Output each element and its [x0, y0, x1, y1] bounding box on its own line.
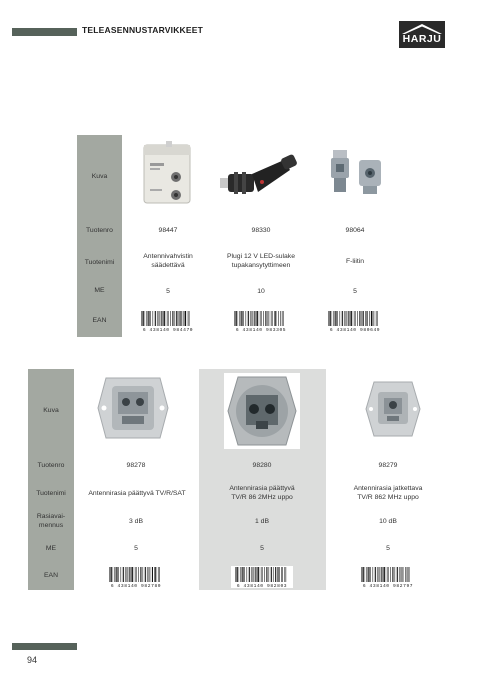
- table1-header-column: [77, 135, 122, 337]
- table2-header-column: [28, 369, 74, 590]
- product-me: 5: [134, 545, 138, 552]
- car-plug-photo: [218, 148, 302, 200]
- product-number: 98447: [158, 227, 178, 234]
- product-number: 98064: [345, 227, 365, 234]
- product-name: Antennirasia päättyvä TV/R 86 2MHz uppo: [229, 485, 295, 502]
- ean-barcode: 6 438140 980649: [324, 310, 386, 332]
- ean-barcode: 6 438140 982803: [231, 566, 293, 588]
- row-label-tuotenro: Tuotenro: [86, 227, 113, 234]
- antenna-socket-photo: [92, 372, 174, 444]
- page-number: 94: [27, 655, 38, 665]
- product-name: Antennirasia päättyvä TV/R/SAT: [88, 490, 186, 497]
- product-me: 10: [257, 288, 265, 295]
- ean-barcode: 6 438140 982797: [357, 566, 419, 588]
- row-label-ean: EAN: [92, 317, 107, 324]
- row-label-ean: EAN: [44, 572, 58, 579]
- row-label-tuotenro: Tuotenro: [37, 462, 65, 469]
- antenna-amplifier-photo: [138, 137, 198, 213]
- product-me: 5: [353, 288, 357, 295]
- row-label-kuva: Kuva: [43, 407, 59, 414]
- product-me: 5: [260, 545, 264, 552]
- harju-logo: [399, 21, 445, 48]
- product-name: F-liitin: [345, 258, 365, 265]
- product-number: 98280: [252, 462, 272, 469]
- row-label-tuotenimi: Tuotenimi: [84, 259, 115, 266]
- socket-loss: 3 dB: [129, 518, 143, 525]
- f-connector-photo: [327, 146, 387, 198]
- product-name: Plugi 12 V LED-sulake tupakansytyttimeen: [226, 253, 295, 270]
- product-number: 98330: [251, 227, 271, 234]
- top-accent-bar: [12, 28, 77, 36]
- socket-loss: 10 dB: [379, 518, 397, 525]
- row-label-me: ME: [94, 287, 105, 294]
- bottom-accent-bar: [12, 643, 77, 650]
- antenna-socket-through-photo: [362, 378, 424, 440]
- row-label-tuotenimi: Tuotenimi: [36, 490, 66, 497]
- product-me: 5: [386, 545, 390, 552]
- product-number: 98278: [126, 462, 146, 469]
- product-name: Antennirasia jatkettava TV/R 862 MHz uppo: [353, 485, 423, 502]
- product-number: 98279: [378, 462, 398, 469]
- row-label-kuva: Kuva: [91, 173, 108, 180]
- ean-barcode: 6 438140 984470: [137, 310, 199, 332]
- row-label-me: ME: [45, 545, 57, 552]
- product-me: 5: [166, 288, 170, 295]
- socket-loss: 1 dB: [255, 518, 269, 525]
- antenna-socket-flush-photo: [224, 373, 300, 449]
- logo-text: HARJU: [402, 33, 442, 45]
- ean-barcode: 6 438140 983305: [230, 310, 292, 332]
- section-title: TELEASENNUSTARVIKKEET: [82, 25, 204, 35]
- ean-barcode: 6 438140 982780: [105, 566, 167, 588]
- product-name: Antennivahvistin säädettävä: [143, 253, 193, 270]
- row-label-rasiavaimennus-1: Rasiavai-: [36, 513, 66, 520]
- row-label-rasiavaimennus-2: mennus: [38, 522, 64, 529]
